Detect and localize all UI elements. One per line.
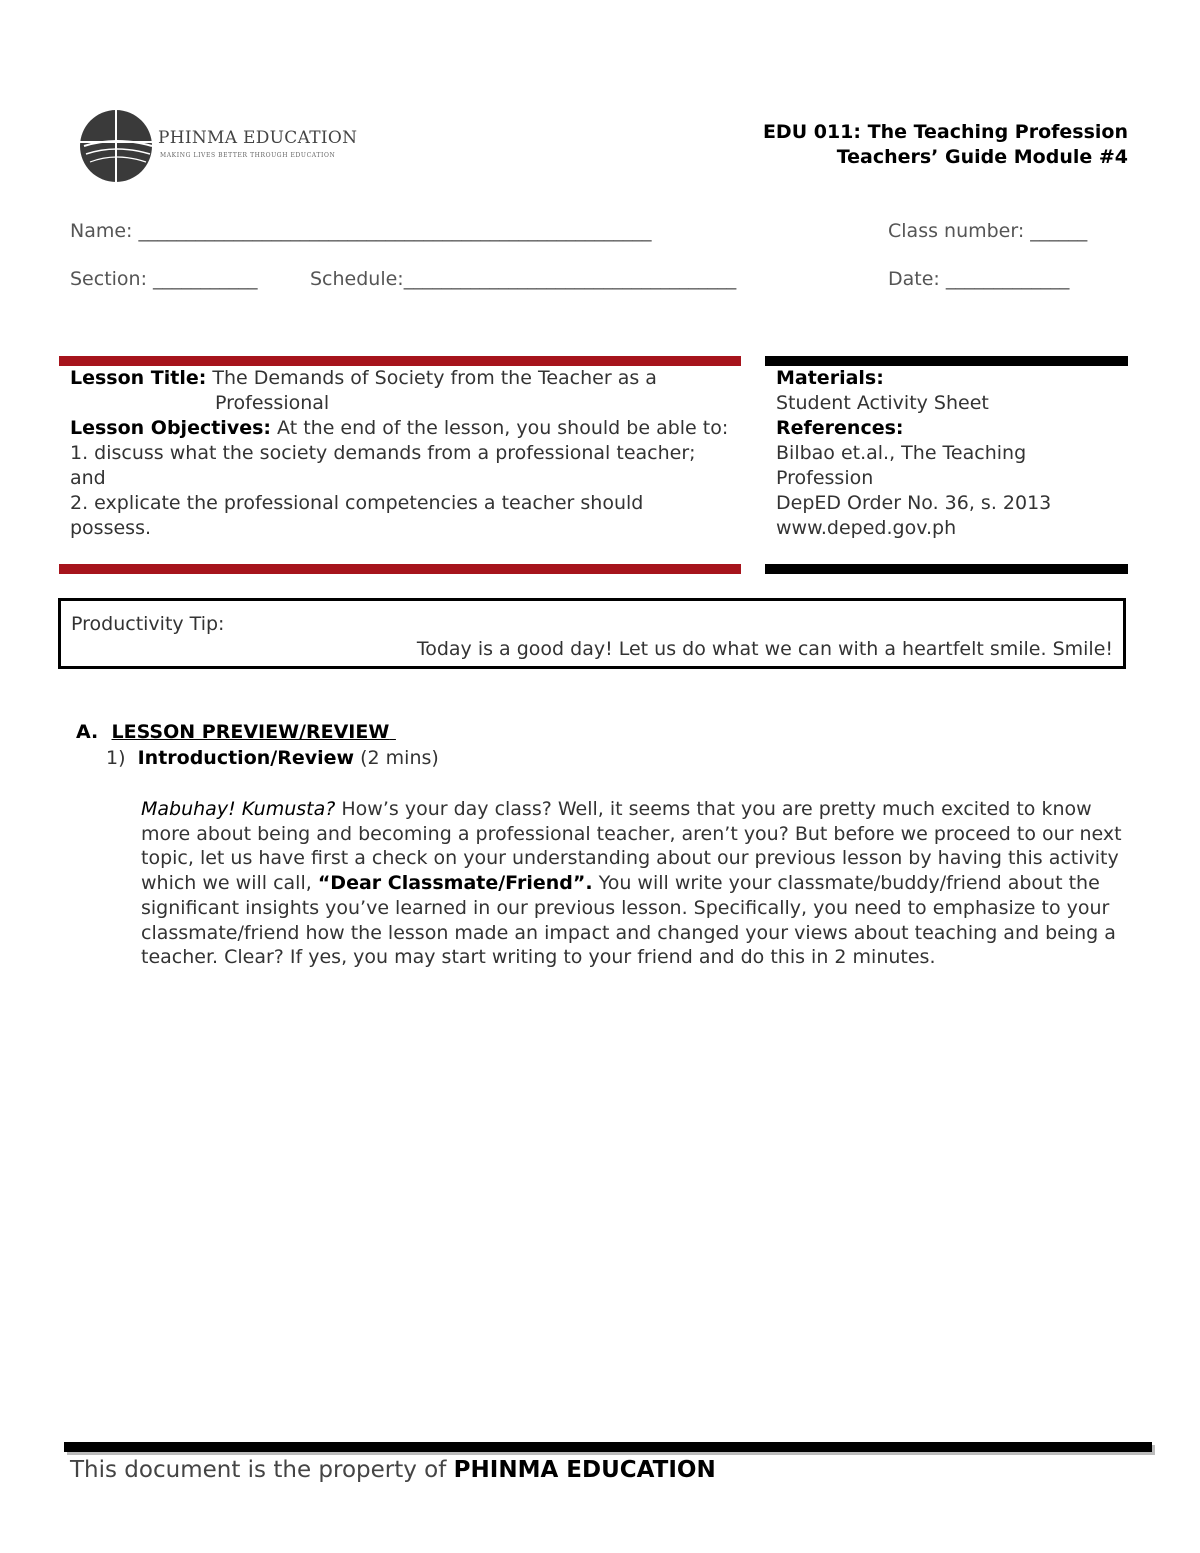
lesson-cell [70,366,735,541]
logo-mark-icon [74,106,154,186]
lesson-title: The Demands of Society from the Teacher as a [212,367,657,389]
reference-1-cont: Profession [776,467,874,489]
intro-paragraph [141,797,1126,970]
para-part1: How’s your day class? Well, it seems that you are pretty much excited to know more about being and becoming a professional teacher, aren’t you? But before we proceed to our next topic, let us have first a check on your understanding about our previous lesson by having this activity which we will call, [141,798,1122,895]
materials-cell [776,366,1121,541]
reference-3[interactable]: www.deped.gov.ph [776,517,957,539]
materials-label: Materials: [776,367,884,389]
footer-rule [64,1442,1152,1452]
materials-top-rule [765,356,1128,366]
lesson-title-label: Lesson Title: [70,367,207,389]
para-greeting: Mabuhay! Kumusta? [141,798,336,820]
schedule-field[interactable]: Schedule:___________________________________ [310,268,737,290]
date-field[interactable]: Date: _____________ [888,268,1070,290]
course-title: EDU 011: The Teaching Profession [762,121,1128,143]
item-title: Introduction/Review [137,747,355,769]
reference-1: Bilbao et.al., The Teaching [776,442,1027,464]
objectives-intro: At the end of the lesson, you should be able to: [277,417,729,439]
section-a-title: LESSON PREVIEW/REVIEW [111,721,390,743]
section-a-heading [76,721,396,743]
lesson-title-cont: Professional [215,392,330,414]
para-activity-name: “Dear Classmate/Friend”. [317,872,593,895]
materials-bottom-rule [765,564,1128,574]
item-duration: (2 mins) [360,747,439,769]
section-a-letter: A. [76,721,99,743]
logo-name: PHINMA EDUCATION [158,128,358,148]
lesson-top-rule [59,356,741,366]
tip-label: Productivity Tip: [71,613,225,635]
objectives-label: Lesson Objectives: [70,417,271,439]
reference-2: DepED Order No. 36, s. 2013 [776,492,1052,514]
section-field[interactable]: Section: ___________ [70,268,258,290]
footer-statement: This document is the property of [70,1457,447,1483]
intro-review-heading [106,747,439,769]
para-part2: You will write your classmate/buddy/friend about the significant insights you’ve learned in our previous lesson. Specifically, you need to emphasize to your classmate/friend how the lesson made an impact and changed your views about teaching and being a teacher. Clear? If yes, you may start writing to your friend and do this in 2 minutes. [141,872,1116,969]
module-title: Teachers’ Guide Module #4 [836,146,1128,168]
name-field[interactable]: Name: ______________________________________________________ [70,220,652,242]
materials-item: Student Activity Sheet [776,392,989,414]
lesson-bottom-rule [59,564,741,574]
objective-2-cont: possess. [70,517,152,539]
references-label: References: [776,417,904,439]
logo-tagline: MAKING LIVES BETTER THROUGH EDUCATION [160,152,336,159]
class-number-field[interactable]: Class number: ______ [888,220,1088,242]
footer-owner: PHINMA EDUCATION [453,1457,716,1483]
footer-text [70,1457,716,1483]
objective-1: 1. discuss what the society demands from a professional teacher; [70,442,696,464]
tip-text: Today is a good day! Let us do what we can with a heartfelt smile. Smile! [416,638,1113,660]
productivity-tip-box [58,598,1126,669]
objective-2: 2. explicate the professional competencies a teacher should [70,492,644,514]
objective-1-cont: and [70,467,106,489]
item-number: 1) [106,747,126,769]
